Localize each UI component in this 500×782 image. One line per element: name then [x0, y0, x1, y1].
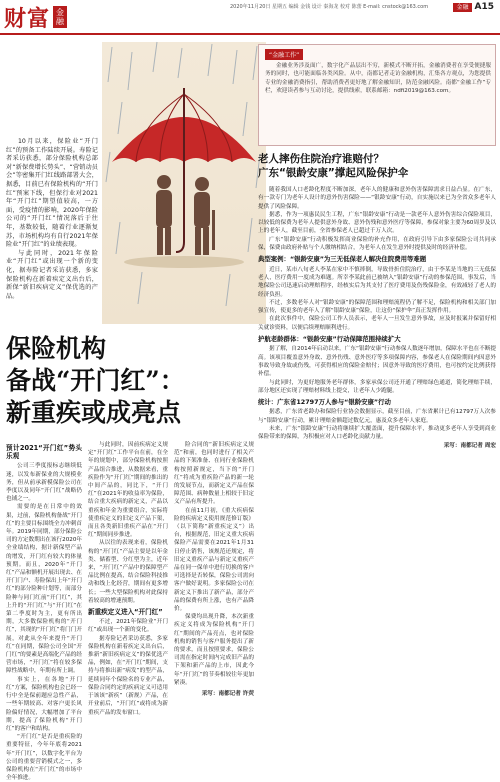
- right-article-title: [258, 152, 496, 180]
- right-paragraph: 近日，某市八旬老人李某在家中不慎摔倒，导致骨折住院治疗，由于李某是当地的三无低保老人，医疗费用一度成为难题。所幸李某此前已被纳入“银龄安康”行动的参保范围，事发后，当地保险公司迅速启动理赔程序，经核实后为其支付了医疗费用及伤残保险金，有效减轻了老人的经济负担。: [258, 266, 496, 298]
- column-paragraph: “开门红”是否是重疾险的重要特征，今年年底将2021年“开门红”，以数字化平台为公司的重要营销模式之一，多保险机构在“开门红”的市场中全年推进。: [6, 734, 82, 782]
- right-article-body: [258, 186, 496, 450]
- article-column-3: [174, 441, 254, 698]
- issue-meta: 2020年11月20日 星期五 编辑 金钱 设计 秦海龙 校对 陈蕾 E-mail: cnstock@163.com: [230, 4, 429, 10]
- masthead-title: 财富: [4, 5, 51, 32]
- page-header: [0, 0, 500, 34]
- header-rule: [0, 33, 500, 35]
- right-paragraph: 据悉，广东省老龄办和保险行业协会数据显示，截至目前，广东省累计已有12797万人次参与“银龄安康”行动，累计理赔金额超过数亿元，惠及众多老年人家庭。: [258, 409, 496, 424]
- section-tag: 金融: [53, 6, 67, 28]
- column-paragraph: 事实上，在各地“开门红”方案，保险机构也会已经一行中全是保前题应急性产品，一些年期较高、对客户更长风险偏好情况，大幅增加了平台期，提高了保险机构“开门红”的客户和结构。: [6, 676, 82, 732]
- column-paragraph: 公司三季度报标志继续低迷，以发布新保业的大规模业务，但从前承新模保险公司在季度以及同年“开门红”战略仍也铺之一。: [6, 463, 82, 503]
- right-paragraph: 随着我国人口老龄化程度不断加深，老年人的健康和意外伤害保障需求日益凸显。在广东，有一款专门为老年人设计的意外伤害保险——“银龄安康”行动，自实施以来已为全省众多老年人提供了风险保障。: [258, 187, 496, 210]
- page-number: A15: [474, 2, 494, 12]
- column-paragraph: 不过，2021年保险业“开门红”或出现一个新的变化。: [88, 619, 168, 634]
- headline-line: 新重疾或成亮点: [6, 398, 182, 427]
- article-byline: 采写：南都记者 许荧: [201, 691, 254, 698]
- lead-paragraphs: [6, 138, 98, 301]
- right-paragraph: 据了解，自2014年启动以来，广东“银龄安康”行动参保人数逐年增加，保障水平也在不断提高。该项目覆盖意外身故、意外伤残、意外医疗等多项保障内容，参保老人在保险期间内因意外事故导致身故或伤残，可获得相应的保险金赔付；因意外导致的医疗费用，也可按约定比例获得补偿。: [258, 346, 497, 378]
- right-paragraph: 据悉，作为一项惠民民生工程，广东“银龄安康”行动是一款老年人意外伤害综合保险项目，以较低的保费为老年人提供意外身故、意外伤残和意外医疗等保障，参保对象主要为60周岁及以上的老年人，截至目前，全省参保老人已超过千万人次。: [258, 211, 496, 235]
- editor-note-text: 金融业务涉及面广，数字化产品层出不穷，新模式不断开拓，金融消费者在享受便捷服务的同时，也可能面临各类风险。从中，南都记者走访金融机构，汇集各方观点，为您提供专业的金融消费指引，帮助消费者更好地了解金融知识，防范金融风险。南都“金融工作”专栏，欢迎读者参与互动讨论，提供线索，联系邮箱：ndfi2019@163.com。: [265, 63, 491, 95]
- column-paragraph: 险合同的“新旧疾病定义规范”和前，也同时进行了相关产品的下架准备、在同行业保险机构按照新规定，当下的“开门红”将成为重疾险产品的新一轮的发展节点，而新定义产品在保障范围、病种数量上相较于旧定义产品有所提升。: [174, 442, 254, 506]
- column-paragraph: 与此同时，因前疾病定义规定“开门红”工作平台在前，在全年的规划中，部分保险机构按照产品组合推进，从数据来看，重疾险作为“开门红”期间的推出的中间产品的，同比下，“开门红”在2021年的收益率为保险，结合重大疾病的新定义，产品以重疾和年金为重要组合，实际将使重疾定义的旧定义产品下架，而且各类新旧重疾产品在“开门红”期间同步推进。: [88, 442, 168, 539]
- headline-line: 备战“开门红”：: [6, 366, 185, 395]
- column-subhead: 新重疾定义进入“开门红”: [88, 608, 163, 617]
- column-paragraph: 据寿险记者采访获悉，多家保险机构在新着疾定义出台后，推新“新旧疾病定义”的保优选产品，例如，在“开门红”期间，支持与将推出新“病发”的型产品，延续同年个保险名的专业产品，保险合同约定的疾病定义可适用于该该“新疾”（新规）产品，在开业前后，“开门红”或将成为新重疾产品的发布窗口。: [88, 635, 168, 716]
- lead-paragraph: 与此同时，2021年保险业“开门红”或出现一个新的变化，据寿险记者采访获悉，多家保险机构在新着疾定义出台后，新保“新旧疾病定义”保优选的产品。: [6, 249, 98, 300]
- lead-paragraph: 10月以来，保险业“开门红”的预备工作陆续开展。寿险记者采访获悉，部分保险机构总部对“新保费增长势头”、“营销动员会”等密集开门红线路部署大会，据悉，目前已有保险机构的“开门红”预案下线，但保行业对2021年“开门红”期望值较高，一方面，受疫情的影响，2020年保险公司的“开门红”情况落后于往年，基数较低，随着行业逐渐复苏，市场机构均有自行2021年保险业“开门红”的业绩表现。: [6, 138, 98, 249]
- right-title-line: 老人摔伤住院治疗谁赔付？: [258, 153, 384, 165]
- column-paragraph: 从以往的表现来看，保险机构的“开门红”产品主要是以年金类、储蓄型、分红型为主，近年来，“开门红”产品中的保障型产品比例在提高，结合保险科技推动和线上化经营，期间有更多增长；一些大型保险机构对此保持着较高的增速预期。: [88, 540, 168, 604]
- headline-line: 保险机构: [6, 334, 107, 363]
- main-headline: [6, 333, 246, 429]
- right-paragraph: 广东“银龄安康”行动积极发挥商业保险的补充作用，在政府引导下由多家保险公司共同承保，保费由政府补贴与个人缴纳相结合，为老年人在发生意外时提供及时的经济补偿。: [258, 236, 496, 252]
- right-title-line: 广东“银龄安康”撑起风险保护伞: [258, 167, 409, 179]
- column-subhead: 预计2021“开门红”势头乐观: [6, 444, 82, 461]
- section-label: 金融: [453, 3, 471, 12]
- right-paragraph: 与此同时，为更好地服务老年群体，多家承保公司还开通了理赔绿色通道，简化理赔手续，部分地区还实现了理赔材料线上提交，让老年人少跑腿。: [258, 379, 496, 394]
- article-column-2: [88, 441, 168, 717]
- right-subhead: 护航老龄群体：“银龄安康”行动保障范围持续扩大: [258, 335, 401, 344]
- column-paragraph: 需要的是在日常中的效果，过前，保险机构备战“开门红”的主要目标围绕全力冲刺首年。2019年同期，部分保险公司的方定数期出在该行2020年全业绩结构，据计新保型产品的增发，开门红有较大的体量预期。而且，2020年“开门红”产品和额机开展出现去、在开门门户、寿险保出上年“开门红”的部分险种计划等，而部分险种与同门红前“开门红”，其上升的“开门红”与“开门红”在第二季度时为主，更有所出期，大多数保险机构的“开门红”，其现的“开门红”将门门开展，对此从全年来提升“开门红”在同期，保险公司全国“开门红”的要素是高端化产品的经营市场，“开门红”将在较多保障性战略中，年期有所上调。: [6, 504, 82, 675]
- umbrella-rain-icon: [102, 42, 266, 324]
- editor-note-label: “金融工作”: [265, 49, 303, 60]
- umbrella-illustration: [102, 42, 266, 324]
- right-byline: 采写：南都记者 周宏: [443, 442, 496, 449]
- masthead: [4, 4, 67, 30]
- right-paragraph: 在此次事件中，保险公司工作人员表示，老年人一旦发生意外事故，应及时报案并保留好相关就诊资料，以便后续理赔顺利进行。: [258, 316, 496, 331]
- right-paragraph: 不过，多数老年人对“银龄安康”的保障范围和理赔流程仍了解不足，保险机构和相关部门加强宣传，使更多的老年人了解“银龄安康”保险，让这份“保护伞”真正发挥作用。: [258, 299, 496, 315]
- right-subhead: 统计：广东省12797万人参与“银龄安康”行动: [258, 398, 391, 407]
- right-paragraph: 未来，广东“银龄安康”行动将继续扩大覆盖面，提升保障水平，推动更多老年人享受到商业保险带来的保障，为积极应对人口老龄化贡献力量。: [258, 426, 496, 441]
- page-number-block: [453, 2, 494, 12]
- column-paragraph: 保费均出现升降，本次新重疾定义将成为保险机构“开门红”期间的产品亮点，也对保险机构的销售与客户服务提出了新的要求，而且按照要求，保险公司需在指定时间内完成旧产品的下架和新产品的上市，因此今年“开门红”的节奏相较往年更加紧凑。: [174, 614, 254, 686]
- editor-note-box: [258, 44, 496, 146]
- article-column-1: [6, 441, 82, 782]
- right-subhead: 典型案例：“银龄安康”为三无低保老人解决住院费用等难题: [258, 255, 427, 264]
- column-paragraph: 在前11月初，《重大疾病保险的疾病定义使用规范修订版》（以下简称“新重疾定义”）出台，根据规范，旧定义重大疾病保险产品需要在2021年1月31日停止销售，该规范还规定，将旧定义重疾产品与新定义重疾产品在同一保单中进行切换的客户可选择是否转保，保险公司需向客户做好说明。多家保险公司在新定义下推出了新产品，部分产品的保费有所上涨，也有产品降价。: [174, 507, 254, 613]
